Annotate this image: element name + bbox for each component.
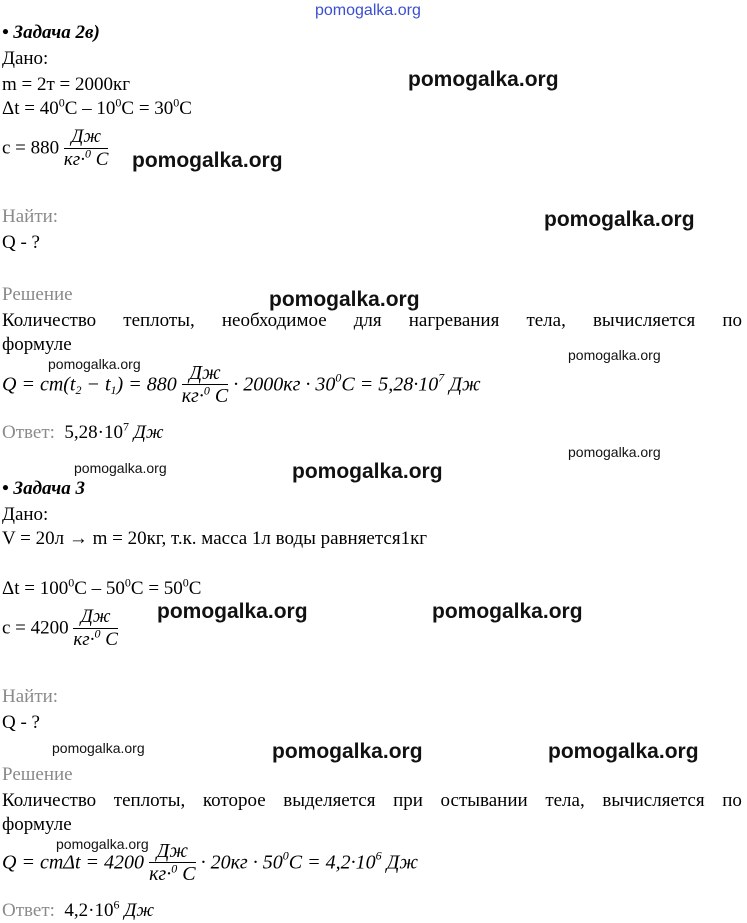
watermark: pomogalka.org	[48, 356, 141, 372]
task3-heat-capacity: c = 4200 $\frac{Дж}{кг\cdot^0 C}$	[2, 606, 118, 650]
task3-find: Найти:	[2, 686, 59, 707]
task3-delta-t: $\Delta t = 100^0C - 50^0C = 50^0C$	[2, 575, 202, 599]
task3-heading: • Задача 3	[2, 478, 85, 499]
unit-fraction: $\frac{Дж}{кг\cdot^0 C}$	[63, 126, 109, 170]
task3-solution-label: Решение	[2, 764, 73, 785]
watermark: pomogalka.org	[568, 444, 661, 460]
watermark: pomogalka.org	[269, 288, 420, 311]
task3-text-line1: Количество теплоты, которое выделяется при остывании тела, вычисляется по	[2, 790, 742, 811]
watermark: pomogalka.org	[548, 740, 699, 763]
watermark-top: pomogalka.org	[315, 2, 421, 19]
task2-unknown: Q - ?	[2, 232, 40, 253]
watermark: pomogalka.org	[56, 836, 149, 852]
task2-mass: m = 2т = 2000кг	[2, 74, 131, 95]
unit-fraction: $\frac{Дж}{кг\cdot^0 C}$	[73, 606, 118, 650]
unit-fraction: $\frac{Дж}{кг\cdot^0 C}$	[149, 840, 196, 885]
task2-text-line2: формуле	[2, 334, 72, 355]
watermark: pomogalka.org	[74, 460, 167, 476]
task2-delta-t: $\Delta t = 40^0C - 10^0C = 30^0C$	[2, 95, 192, 119]
watermark: pomogalka.org	[568, 347, 661, 363]
task3-text-line2: формуле	[2, 814, 72, 835]
task3-volume: V = 20л → m = 20кг, т.к. масса 1л воды равняется1кг	[2, 528, 428, 549]
task2-given: Дано:	[2, 48, 49, 69]
task2-solution-label: Решение	[2, 284, 73, 305]
task3-formula: Q = cmΔt = 4200 $\frac{Дж}{кг\cdot^0 C}$ · $20кг \cdot 50^0C = 4,2\cdot 10^6$ Дж	[2, 840, 418, 885]
watermark: pomogalka.org	[157, 600, 308, 623]
unit-fraction: $\frac{Дж}{кг\cdot^0 C}$	[181, 362, 229, 407]
task3-unknown: Q - ?	[2, 712, 40, 733]
watermark: pomogalka.org	[432, 600, 583, 623]
task2-heat-capacity: c = 880 $\frac{Дж}{кг\cdot^0 C}$	[2, 126, 109, 170]
task2-text-line1: Количество теплоты, необходимое для нагревания тела, вычисляется по	[2, 310, 742, 331]
task3-given: Дано:	[2, 504, 49, 525]
task2-formula: $Q = cm(t_2 - t_1) = 880$ $\frac{Дж}{кг\cdot^0 C}$ · $2000кг \cdot 30^0C = 5,28\cdot 10^7$ Дж	[2, 362, 481, 407]
watermark: pomogalka.org	[544, 208, 695, 231]
task2-heading: • Задача 2в)	[2, 22, 100, 43]
watermark: pomogalka.org	[52, 740, 145, 756]
watermark: pomogalka.org	[132, 149, 283, 172]
task3-answer: Ответ: $4,2\cdot 10^6$ Дж	[2, 897, 154, 921]
task2-find: Найти:	[2, 206, 59, 227]
watermark: pomogalka.org	[408, 68, 559, 91]
watermark: pomogalka.org	[292, 460, 443, 483]
watermark: pomogalka.org	[272, 740, 423, 763]
task2-answer: Ответ: $5,28\cdot 10^7$ Дж	[2, 419, 164, 443]
